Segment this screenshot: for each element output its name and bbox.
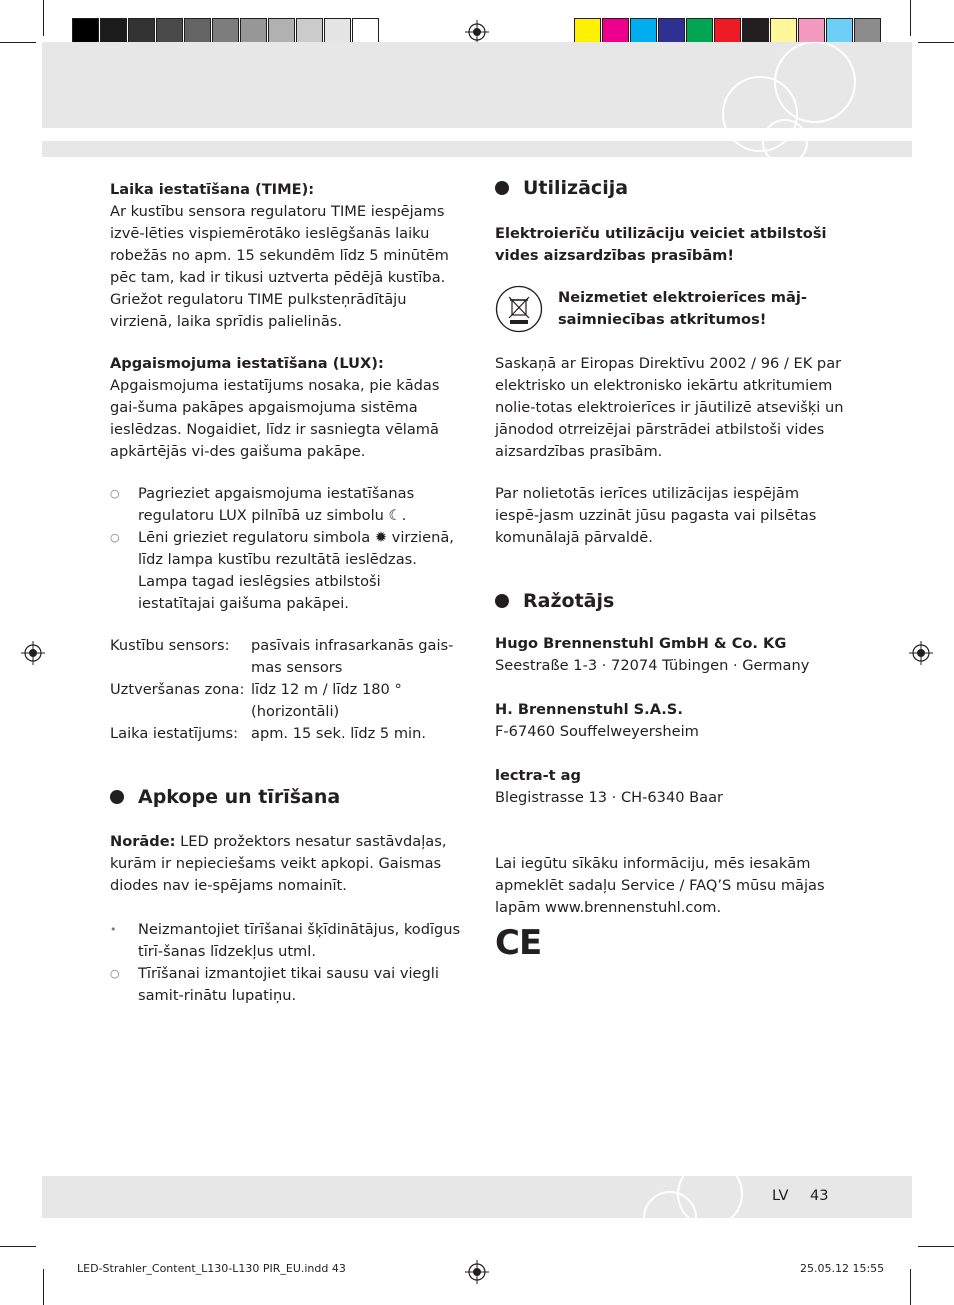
left-column bbox=[110, 179, 462, 1007]
list-marker: • bbox=[110, 923, 117, 936]
bullet-dot-icon bbox=[495, 181, 509, 195]
disposal-bold-text: Elektroierīču utilizāciju veiciet atbilstoši vides aizsardzības prasībām! bbox=[495, 225, 827, 264]
spec-value: līdz 12 m / līdz 180 ° (horizontāli) bbox=[251, 681, 402, 720]
lux-text: Apgaismojuma iestatījums nosaka, pie kādas gai-šuma pakāpes apgaismojuma sistēma ieslēdzas. Nogaidiet, līdz ir sasniegta vēlamā apkārtējās vi-des gaišuma pakāpe. bbox=[110, 377, 440, 460]
company-address: F-67460 Souffelweyersheim bbox=[495, 723, 699, 740]
registration-mark-icon bbox=[21, 641, 45, 665]
spec-label: Uztveršanas zona: bbox=[110, 681, 245, 698]
list-marker: ○ bbox=[110, 531, 120, 544]
ce-mark: CE bbox=[495, 923, 542, 963]
info-text: Lai iegūtu sīkāku informāciju, mēs iesakām apmeklēt sadaļu Service / FAQ’S mūsu mājas lapām www.brennenstuhl.com. bbox=[495, 855, 825, 916]
lux-steps-list bbox=[110, 483, 462, 615]
list-marker: ○ bbox=[110, 967, 120, 980]
directive-text: Saskaņā ar Eiropas Direktīvu 2002 / 96 / EK par elektrisko un elektronisko iekārtu atkritumiem nolie-totas elektroierīces ir jāutilizē atsevišķi un jānodod otrreizējai pārstrādei atbilstoši vides aizsardzības prasībām. bbox=[495, 355, 844, 460]
decorative-circles-icon bbox=[715, 42, 875, 157]
disposal-heading: Utilizācija bbox=[495, 176, 847, 200]
company-address: Blegistrasse 13 · CH-6340 Baar bbox=[495, 789, 724, 806]
list-item: ○ Lēni grieziet regulatoru simbola ✹ virzienā, līdz lampa kustību rezultātā ieslēdzas. Lampa tagad ieslēgsies atbilstoši iestatītajai gaišuma pakāpei. bbox=[110, 529, 454, 612]
list-item: ○ Pagrieziet apgaismojuma iestatīšanas regulatoru LUX pilnībā uz simbolu ☾. bbox=[110, 485, 415, 524]
care-heading: Apkope un tīrīšana bbox=[110, 785, 462, 809]
bullet-dot-icon bbox=[110, 790, 124, 804]
list-item: ○ Tīrīšanai izmantojiet tikai sausu vai viegli samit-rinātu lupatiņu. bbox=[110, 965, 439, 1004]
weee-block bbox=[495, 287, 847, 333]
page-language: LV bbox=[772, 1187, 789, 1204]
lux-heading: Apgaismojuma iestatīšana (LUX): bbox=[110, 355, 384, 372]
time-heading: Laika iestatīšana (TIME): bbox=[110, 181, 315, 198]
note-text: LED prožektors nesatur sastāvdaļas, kurām ir nepieciešams veikt apkopi. Gaismas diodes nav ie-spējams nomainīt. bbox=[110, 833, 447, 894]
decorative-circles-icon bbox=[640, 1176, 760, 1218]
registration-mark-icon bbox=[465, 1260, 489, 1284]
company-name: Hugo Brennenstuhl GmbH & Co. KG bbox=[495, 635, 787, 652]
specs-table bbox=[110, 635, 462, 745]
registration-mark-icon bbox=[465, 20, 489, 44]
spec-value: apm. 15 sek. līdz 5 min. bbox=[251, 725, 426, 742]
note-label: Norāde: bbox=[110, 833, 176, 850]
list-item: • Neizmantojiet tīrīšanai šķīdinātājus, kodīgus tīrī-šanas līdzekļus utml. bbox=[110, 921, 461, 960]
time-text: Ar kustību sensora regulatoru TIME iespējams izvē-lēties vispiemērotāko ieslēgšanās laiku robežās no apm. 15 sekundēm līdz 5 minūtēm pēc tam, kad ir tikusi uztverta pēdējā kustība. Griežot regulatoru TIME pulksteņrādītāju virzienā, laika sprīdis palielinās. bbox=[110, 203, 449, 330]
spec-value: pasīvais infrasarkanās gais-mas sensors bbox=[251, 637, 454, 676]
slug-filename: LED-Strahler_Content_L130-L130 PIR_EU.indd 43 bbox=[77, 1262, 346, 1275]
page-number: 43 bbox=[810, 1187, 829, 1204]
registration-mark-icon bbox=[909, 641, 933, 665]
local-text: Par nolietotās ierīces utilizācijas iespējām iespē-jasm uzzināt jūsu pagasta vai pilsētas komunālajā pārvaldē. bbox=[495, 485, 817, 546]
company-name: lectra-t ag bbox=[495, 767, 581, 784]
weee-text: Neizmetiet elektroierīces māj-saimniecības atkritumos! bbox=[558, 289, 807, 328]
spec-label: Laika iestatījums: bbox=[110, 725, 239, 742]
company-name: H. Brennenstuhl S.A.S. bbox=[495, 701, 683, 718]
crossed-wheelie-bin-icon bbox=[495, 285, 543, 333]
list-marker: ○ bbox=[110, 487, 120, 500]
care-note bbox=[110, 831, 462, 897]
right-column bbox=[495, 176, 847, 961]
slug-date: 25.05.12 15:55 bbox=[800, 1262, 885, 1275]
spec-label: Kustību sensors: bbox=[110, 637, 230, 654]
bullet-dot-icon bbox=[495, 594, 509, 608]
company-address: Seestraße 1-3 · 72074 Tübingen · Germany bbox=[495, 657, 810, 674]
maker-heading: Ražotājs bbox=[495, 589, 847, 613]
care-list bbox=[110, 919, 462, 1007]
